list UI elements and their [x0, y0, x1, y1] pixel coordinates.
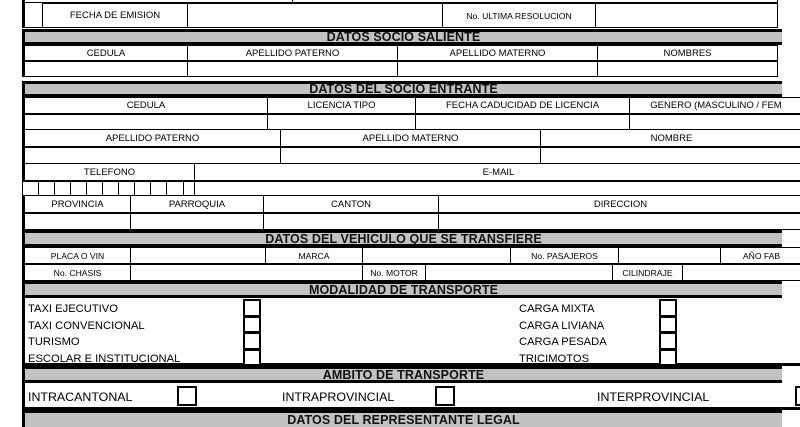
modalidad-checkbox-right[interactable]	[659, 299, 677, 317]
band-socio-entrante: DATOS DEL SOCIO ENTRANTE	[22, 81, 782, 97]
vehiculo-value-motor[interactable]	[425, 264, 612, 281]
modalidad-checkbox-right[interactable]	[659, 332, 677, 350]
emission-row-gutter	[22, 3, 42, 28]
telefono-digit-box[interactable]	[102, 181, 120, 196]
band-datos-vehiculo: DATOS DEL VEHICULO QUE SE TRANSFIERE	[22, 230, 782, 247]
entrante-header-nombre: NOMBRE	[540, 129, 800, 147]
entrante-header-row-3	[22, 163, 800, 181]
socio-saliente-value-row	[22, 61, 778, 77]
ultima-resolucion-value[interactable]	[595, 3, 778, 28]
entrante-header-canton: CANTON	[263, 195, 438, 213]
entrante-value-parroquia[interactable]	[130, 213, 263, 230]
ambito-option-label: INTRACANTONAL	[28, 390, 133, 404]
saliente-value-nombres[interactable]	[597, 61, 778, 77]
modalidad-checkbox-right[interactable]	[659, 349, 677, 367]
modalidad-checkbox-left[interactable]	[243, 349, 261, 367]
entrante-header-row-1	[22, 97, 800, 114]
vehiculo-label-marca: MARCA	[265, 247, 362, 264]
entrante-value-row-4	[22, 213, 800, 230]
saliente-header-apellido-paterno: APELLIDO PATERNO	[187, 45, 397, 61]
saliente-value-apellido-paterno[interactable]	[187, 61, 397, 77]
telefono-digit-box[interactable]	[54, 181, 72, 196]
entrante-value-row-2	[22, 147, 800, 164]
entrante-header-fecha-caducidad: FECHA CADUCIDAD DE LICENCIA	[415, 97, 629, 114]
vehiculo-value-cilindraje[interactable]	[682, 264, 800, 281]
entrante-value-nombre[interactable]	[540, 147, 800, 164]
vehiculo-value-pasajeros[interactable]	[618, 247, 720, 264]
entrante-header-row-4	[22, 195, 800, 213]
vehiculo-row-2	[22, 264, 800, 281]
entrante-value-apellido-materno[interactable]	[280, 147, 540, 164]
fecha-emision-label: FECHA DE EMISION	[42, 3, 187, 28]
saliente-value-cedula[interactable]	[22, 61, 187, 77]
modalidad-option-label: TAXI EJECUTIVO	[28, 303, 118, 315]
modalidad-option-label: CARGA PESADA	[519, 336, 607, 348]
modalidad-option-label: ESCOLAR E INSTITUCIONAL	[28, 352, 181, 365]
ambito-checkbox[interactable]	[795, 386, 800, 406]
ambito-checkbox[interactable]	[177, 386, 197, 406]
ambito-block	[22, 383, 800, 410]
telefono-digit-box[interactable]	[118, 181, 136, 196]
saliente-header-apellido-materno: APELLIDO MATERNO	[397, 45, 597, 61]
telefono-digit-box[interactable]	[86, 181, 104, 196]
vehiculo-label-motor: No. MOTOR	[362, 264, 425, 281]
entrante-value-provincia[interactable]	[22, 213, 130, 230]
modalidad-checkbox-left[interactable]	[243, 316, 261, 334]
vehiculo-label-placa: PLACA O VIN	[22, 247, 130, 264]
ultima-resolucion-label: No. ULTIMA RESOLUCION	[442, 3, 595, 28]
telefono-digit-box[interactable]	[166, 181, 184, 196]
entrante-value-email[interactable]	[194, 181, 800, 196]
vehiculo-value-placa[interactable]	[130, 247, 265, 264]
entrante-header-genero: GENERO (MASCULINO / FEM	[629, 97, 800, 114]
saliente-header-nombres: NOMBRES	[597, 45, 778, 61]
band-socio-saliente: DATOS SOCIO SALIENTE	[22, 29, 782, 45]
modalidad-checkbox-left[interactable]	[243, 299, 261, 317]
vehiculo-label-chasis: No. CHASIS	[22, 264, 130, 281]
telefono-digit-box[interactable]	[70, 181, 88, 196]
modalidad-checkbox-left[interactable]	[243, 332, 261, 350]
telefono-digit-box[interactable]	[38, 181, 56, 196]
modalidad-checkbox-right[interactable]	[659, 316, 677, 334]
vehiculo-label-pasajeros: No. PASAJEROS	[510, 247, 618, 264]
entrante-header-apellido-materno: APELLIDO MATERNO	[280, 129, 540, 147]
ambito-option-label: INTERPROVINCIAL	[597, 390, 710, 404]
entrante-header-direccion: DIRECCION	[438, 195, 800, 213]
emission-row	[22, 3, 778, 28]
modalidad-option-label: CARGA MIXTA	[519, 303, 595, 315]
socio-saliente-header-row	[22, 45, 778, 61]
band-ambito: ÁMBITO DE TRANSPORTE	[22, 366, 782, 383]
vehiculo-label-cilindraje: CILINDRAJE	[612, 264, 682, 281]
entrante-header-telefono: TELEFONO	[22, 163, 194, 181]
entrante-header-row-2	[22, 129, 800, 147]
fecha-emision-value[interactable]	[187, 3, 442, 28]
entrante-header-licencia-tipo: LICENCIA TIPO	[267, 97, 415, 114]
vehiculo-row-1	[22, 247, 800, 264]
band-representante-legal: DATOS DEL REPRESENTANTE LEGAL	[22, 410, 782, 427]
entrante-header-cedula: CEDULA	[22, 97, 267, 114]
modalidad-block	[22, 298, 800, 366]
vehiculo-value-marca[interactable]	[362, 247, 510, 264]
telefono-digit-boxes	[22, 181, 182, 196]
telefono-digit-box[interactable]	[134, 181, 152, 196]
telefono-digit-box[interactable]	[150, 181, 168, 196]
vehiculo-label-anio-fab: AÑO FAB	[720, 247, 800, 264]
entrante-value-canton[interactable]	[263, 213, 438, 230]
entrante-header-email: E-MAIL	[194, 163, 800, 181]
ambito-checkbox[interactable]	[435, 386, 455, 406]
modalidad-option-label: TURISMO	[28, 336, 80, 348]
entrante-value-direccion[interactable]	[438, 213, 800, 230]
entrante-header-parroquia: PARROQUIA	[130, 195, 263, 213]
band-modalidad: MODALIDAD DE TRANSPORTE	[22, 281, 782, 298]
saliente-header-cedula: CEDULA	[22, 45, 187, 61]
modalidad-option-label: TRICIMOTOS	[519, 352, 590, 365]
ambito-option-label: INTRAPROVINCIAL	[282, 390, 395, 404]
telefono-digit-box[interactable]	[22, 181, 40, 196]
entrante-value-apellido-paterno[interactable]	[22, 147, 280, 164]
modalidad-option-label: TAXI CONVENCIONAL	[28, 319, 145, 332]
saliente-value-apellido-materno[interactable]	[397, 61, 597, 77]
entrante-header-provincia: PROVINCIA	[22, 195, 130, 213]
vehiculo-value-chasis[interactable]	[130, 264, 362, 281]
modalidad-option-label: CARGA LIVIANA	[519, 319, 605, 332]
entrante-header-apellido-paterno: APELLIDO PATERNO	[22, 129, 280, 147]
